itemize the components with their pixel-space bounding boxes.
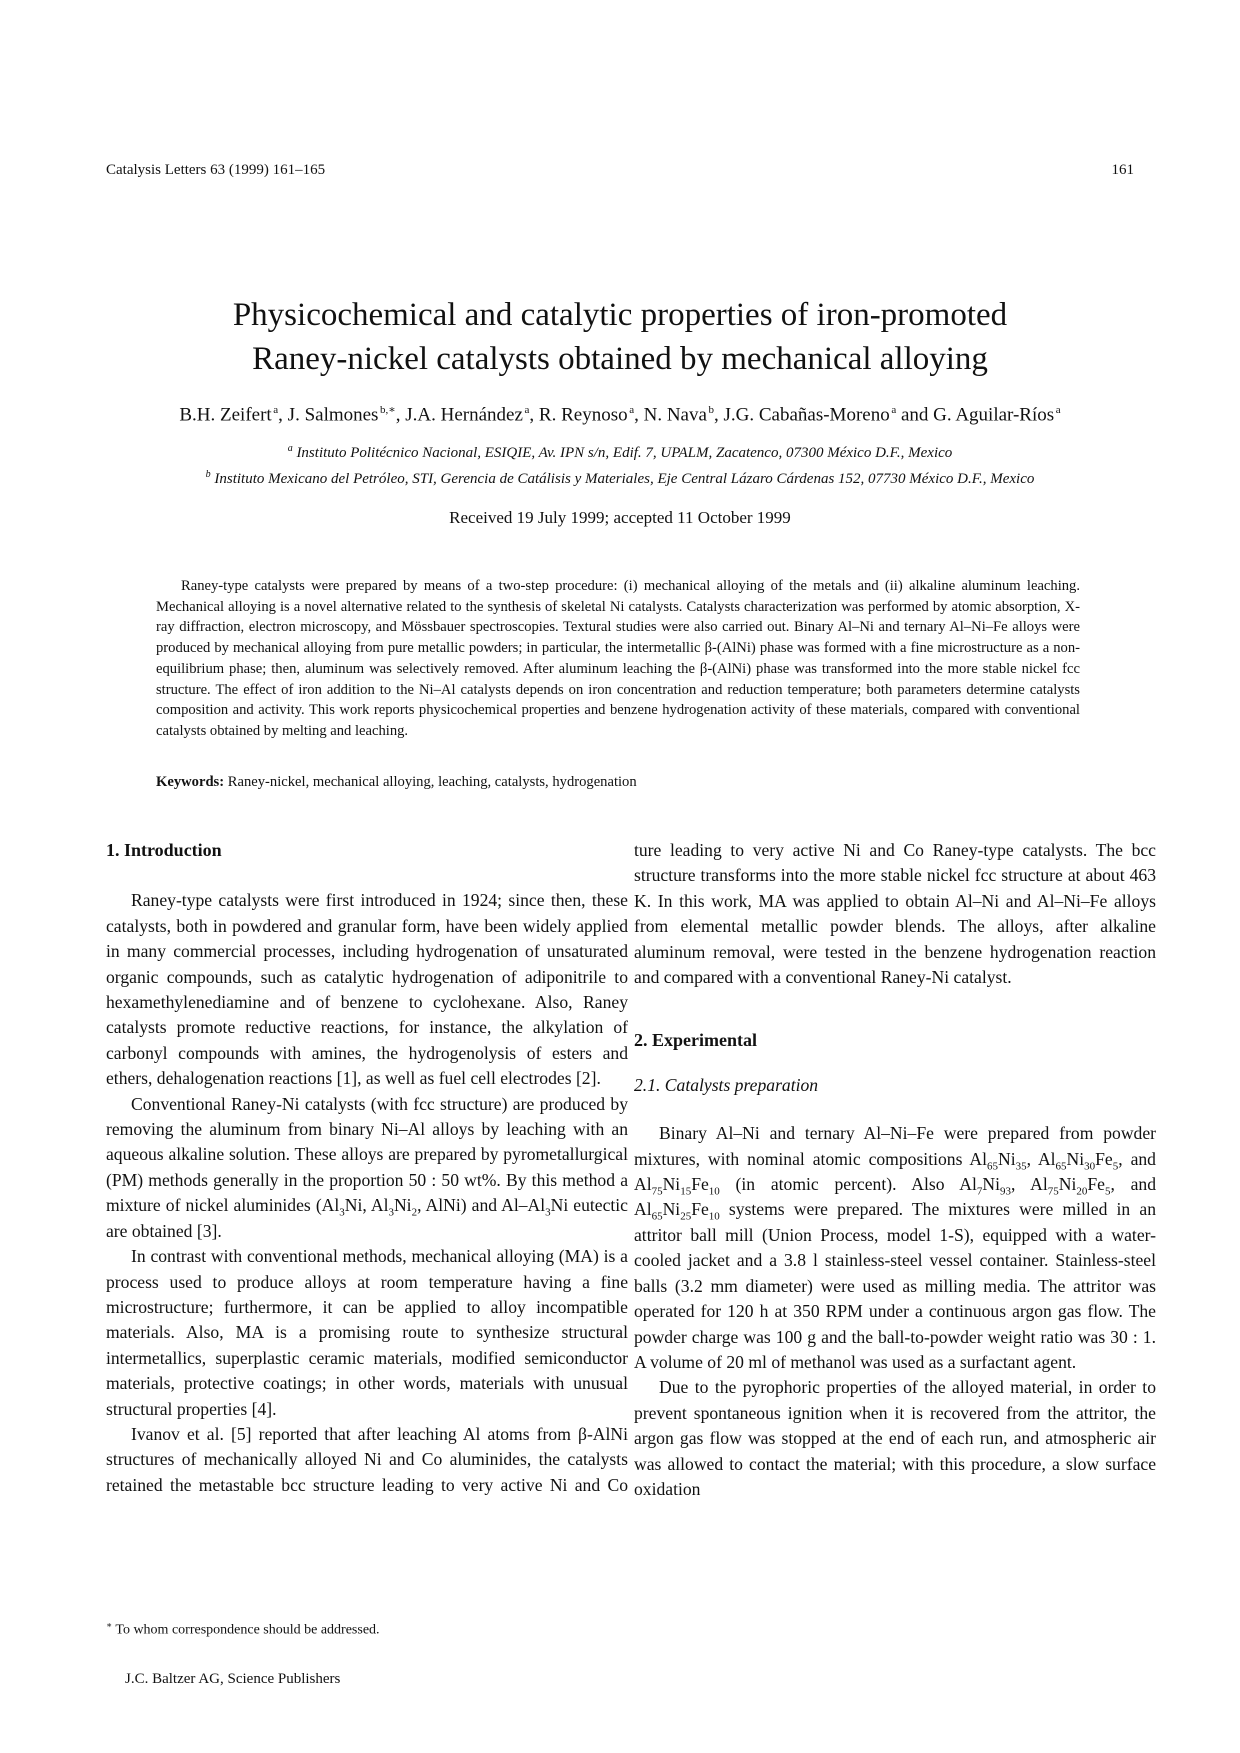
page-number: 161 [1111,162,1134,178]
paragraph: Due to the pyrophoric properties of the alloyed material, in order to prevent spontaneous ignition when it is recovered from the attritor, the argon gas flow was stopped at the end of each run, and atmospheric air was allowed to contact the material; with this procedure, a slow surface oxidation [634,1377,1156,1499]
author: G. Aguilar-Ríos [933,404,1055,426]
author-aff: a [629,404,635,416]
section-heading-introduction: 1. Introduction [106,840,222,860]
section-heading-experimental: 2. Experimental [634,1030,757,1051]
column-left [106,838,628,1498]
author-aff: a [273,404,279,416]
keywords-label: Keywords: [156,774,225,790]
subsection-heading-catalysts-preparation: 2.1. Catalysts preparation [634,1074,819,1095]
author-aff: b [708,404,714,416]
title-line-1: Physicochemical and catalytic properties of iron-promoted [232,297,1008,333]
author-aff: a [524,404,530,416]
author-aff: a [1055,404,1061,416]
footnote: ∗ To whom correspondence should be addressed. [106,1620,380,1638]
author-aff: b,∗ [380,404,396,416]
paragraph-continued: ture leading to very active Ni and Co Raney-type catalysts. The bcc structure transforms into the more stable nickel fcc structure at about 463 K. In this work, MA was applied to obtain Al–Ni and Al–Ni–Fe alloys from elemental metallic powder blends. The alloys, after alkaline aluminum removal, were tested in the benzene hydrogenation reaction and compared with a conventional Raney-Ni catalyst. [634,840,1156,988]
author: J.G. Cabañas-Moreno [723,404,890,426]
article-title [0,293,1240,381]
paragraph: Raney-type catalysts were first introduced in 1924; since then, these catalysts, both in powdered and granular form, have been widely applied in many commercial processes, including hydrogenation of unsaturated organic compounds, such as catalytic hydrogenation of adiponitrile to hexamethylenediamine and of benzene to cyclohexane. Also, Raney catalysts promote reductive reactions, for instance, the alkylation of carbonyl compounds with amines, the hydrogenolysis of esters and ethers, dehalogenation reactions [1], as well as fuel cell electrodes [2]. [106,890,628,1089]
affiliations [0,438,1240,490]
author: J.A. Hernández [405,404,523,426]
author: B.H. Zeifert [179,404,272,426]
affiliation-a: $^a$ Instituto Politécnico Nacional, ESIQIE, Av. IPN s/n, Edif. 7, UPALM, Zacatenco, 07300 México D.F., Mexico [287,443,953,461]
paragraph: Conventional Raney-Ni catalysts (with fcc structure) are produced by removing the aluminum from binary Ni–Al alloys by leaching with an aqueous alkaline solution. These alloys are prepared by pyrometallurgical (PM) methods generally in the proportion 50 : 50 wt%. By this method a mixture of nickel aluminides ($Al_3Ni$, $Al_3Ni_2$, AlNi) and $Al-Al_3Ni$ eutectic are obtained [3]. [106,1093,628,1241]
author-list: B.H. Zeifert $^a$, J. Salmones $^{b,∗}$, J.A. Hernández $^a$, R. Reynoso $^a$, N. Nava $^b$, J.G. Cabañas-Moreno $^a$ and G. Aguilar-Ríos $^a$ [179,404,1061,426]
affiliation-b: $^b$ Instituto Mexicano del Petróleo, STI, Gerencia de Catálisis y Materiales, Eje Central Lázaro Cárdenas 152, 07730 México D.F., Mexico [205,469,1035,487]
paragraph: In contrast with conventional methods, mechanical alloying (MA) is a process used to produce alloys at room temperature having a fine microstructure; furthermore, it can be applied to alloy incompatible materials. Also, MA is a promising route to synthesize structural intermetallics, superplastic ceramic materials, modified semiconductor materials, protective coatings; in other words, materials with unusual structural properties [4]. [106,1246,628,1419]
paragraph: Binary Al–Ni and ternary Al–Ni–Fe were prepared from powder mixtures, with nominal atomic compositions $Al_{65}Ni_{35}$, $Al_{65}Ni_{30}Fe_5$, and $Al_{75}Ni_{15}Fe_{10}$ (in atomic percent). Also $Al_7Ni_{93}$, $Al_{75}Ni_{20}Fe_5$, and $Al_{65}Ni_{25}Fe_{10}$ systems were prepared. The mixtures were milled in an attritor ball mill (Union Process, model 1-S), equipped with a water-cooled jacket and a 3.8 l stainless-steel vessel container. Stainless-steel balls (3.2 mm diameter) were used as milling media. The attritor was operated for 120 h at 350 RPM under a continuous argon gas flow. The powder charge was 100 g and the ball-to-powder weight ratio was 30 : 1. A volume of 20 ml of methanol was used as a surfactant agent. [634,1123,1157,1372]
author-aff: a [891,404,897,416]
author: R. Reynoso [538,404,628,426]
keywords-list: Raney-nickel, mechanical alloying, leaching, catalysts, hydrogenation [227,774,637,790]
author: J. Salmones [287,404,379,426]
running-head-journal: Catalysis Letters 63 (1999) 161–165 [106,162,326,178]
paragraph: Ivanov et al. [5] reported that after leaching Al atoms from β-AlNi structures of mechanically alloyed Ni and Co aluminides, the catalysts retained the metastable bcc structure leading to very active Ni and Co [106,1423,628,1495]
author: N. Nava [643,404,707,426]
column-right [634,838,1156,1502]
publisher-line: J.C. Baltzer AG, Science Publishers [125,1671,341,1687]
keywords [156,774,1080,791]
title-line-2: Raney-nickel catalysts obtained by mechanical alloying [252,341,988,377]
received-dates: Received 19 July 1999; accepted 11 October 1999 [449,508,791,527]
abstract: Raney-type catalysts were prepared by means of a two-step procedure: (i) mechanical alloying of the metals and (ii) alkaline aluminum leaching. Mechanical alloying is a novel alternative related to the synthesis of skeletal Ni catalysts. Catalysts characterization was performed by atomic absorption, X-ray diffraction, electron microscopy, and Mössbauer spectroscopies. Textural studies were also carried out. Binary Al–Ni and ternary Al–Ni–Fe alloys were produced by mechanical alloying from pure metallic powders; in particular, the intermetallic β-(AlNi) phase was formed with a fine microstructure as a non-equilibrium phase; then, aluminum was selectively removed. After aluminum leaching the β-(AlNi) phase was transformed into the more stable nickel fcc structure. The effect of iron addition to the Ni–Al catalysts depends on iron concentration and reduction temperature; both parameters determine catalysts composition and activity. This work reports physicochemical properties and benzene hydrogenation activity of these materials, compared with conventional catalysts obtained by melting and leaching. [156,578,1080,739]
